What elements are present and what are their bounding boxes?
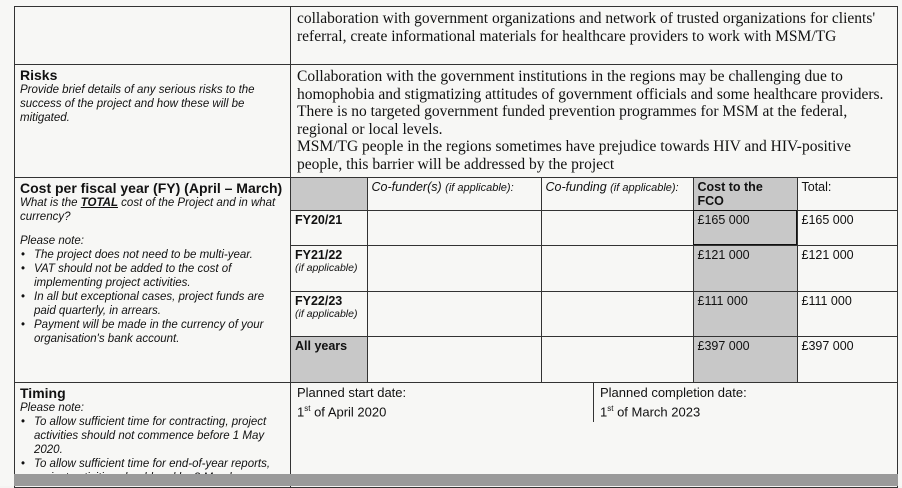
cofunder-cell xyxy=(367,336,541,382)
total-header: Total: xyxy=(797,178,897,211)
next-section-header-band xyxy=(14,474,898,486)
cofunding-header: Co-funding (if applicable): xyxy=(541,178,693,211)
risk-paragraph-2: There is no targeted government funded prevention programmes for MSM at the federal, regional or local levels. xyxy=(297,103,848,138)
risks-heading: Risks xyxy=(20,67,58,83)
total-fy22-23: £111 000 xyxy=(797,291,897,336)
cost-header-blank xyxy=(291,178,367,211)
planned-completion xyxy=(594,383,753,422)
risk-paragraph-1: Collaboration with the government institutions in the regions may be challenging due to homophobia and stigmatizing attitudes of government officials and some healthcare providers. xyxy=(297,68,884,103)
empty-label-cell xyxy=(15,7,291,65)
cost-table xyxy=(291,178,897,383)
planned-completion-value: 1st of March 2023 xyxy=(600,404,701,420)
project-form-table xyxy=(14,6,898,488)
total-emphasis: TOTAL xyxy=(80,196,118,209)
cofunder-cell xyxy=(367,210,541,245)
risks-label-cell xyxy=(15,65,291,178)
total-all-years: £397 000 xyxy=(797,336,897,382)
total-fy20-21: £165 000 xyxy=(797,210,897,245)
timing-heading: Timing xyxy=(20,385,66,402)
planned-start-value: 1st of April 2020 xyxy=(297,404,387,420)
fco-cost-fy21-22: £121 000 xyxy=(693,245,797,291)
timing-note-item: • To allow sufficient time for end-of-year reports, xyxy=(34,457,285,485)
cofunding-cell xyxy=(541,291,693,336)
cost-note-item: • VAT should not be added to the cost of implementing project activities. xyxy=(34,262,285,290)
cost-notes-list xyxy=(20,248,285,346)
cofunders-header: Co-funder(s) (if applicable): xyxy=(367,178,541,211)
risk-paragraph-3: MSM/TG people in the regions sometimes have prejudice towards HIV and HIV-positive people, this barrier will be addressed by the project xyxy=(297,138,852,173)
cofunding-cell xyxy=(541,210,693,245)
cost-note-item: • In all but exceptional cases, project funds are paid quarterly, in arrears. xyxy=(34,290,285,318)
cost-table-cell xyxy=(291,177,898,383)
cost-question: What is the TOTAL cost of the Project and in what currency? xyxy=(20,196,276,223)
timing-label-cell xyxy=(15,383,291,488)
planned-start xyxy=(291,383,594,422)
year-label-all-years: All years xyxy=(291,336,367,382)
total-fy21-22: £121 000 xyxy=(797,245,897,291)
timing-note-item: • To allow sufficient time for contracting, project activities should not commence before 1 May 2020. xyxy=(34,415,285,457)
fco-cost-all-years: £397 000 xyxy=(693,336,797,382)
cost-heading: Cost per fiscal year (FY) (April – March) xyxy=(20,179,283,196)
year-label-fy21-22: FY21/22 (if applicable) xyxy=(291,245,367,291)
risks-description: Provide brief details of any serious risks to the success of the project and how these will be mitigated. xyxy=(20,84,255,124)
timing-note-label: Please note: xyxy=(20,402,84,415)
year-label-fy22-23: FY22/23 (if applicable) xyxy=(291,291,367,336)
cofunder-cell xyxy=(367,245,541,291)
fco-cost-fy20-21: £165 000 xyxy=(693,210,797,245)
planned-start-label: Planned start date: xyxy=(297,385,407,401)
cost-label-cell xyxy=(15,177,291,383)
cost-note-item: • The project does not need to be multi-year. xyxy=(34,248,285,262)
fco-cost-fy22-23: £111 000 xyxy=(693,291,797,336)
risks-answer xyxy=(291,65,898,178)
cost-note-item: • Payment will be made in the currency of your organisation's bank account. xyxy=(34,318,285,346)
cofunding-cell xyxy=(541,245,693,291)
activities-continuation-text: collaboration with government organizations and network of trusted organizations for clients' referral, create informational materials for healthcare providers to work with MSM/TG xyxy=(291,7,898,65)
cofunder-cell xyxy=(367,291,541,336)
cofunding-cell xyxy=(541,336,693,382)
cost-note-label: Please note: xyxy=(20,234,84,247)
timing-answer-cell xyxy=(291,383,898,488)
planned-completion-label: Planned completion date: xyxy=(600,385,747,401)
fco-cost-header: Cost to the FCO xyxy=(693,178,797,211)
year-label-fy20-21: FY20/21 xyxy=(291,210,367,245)
